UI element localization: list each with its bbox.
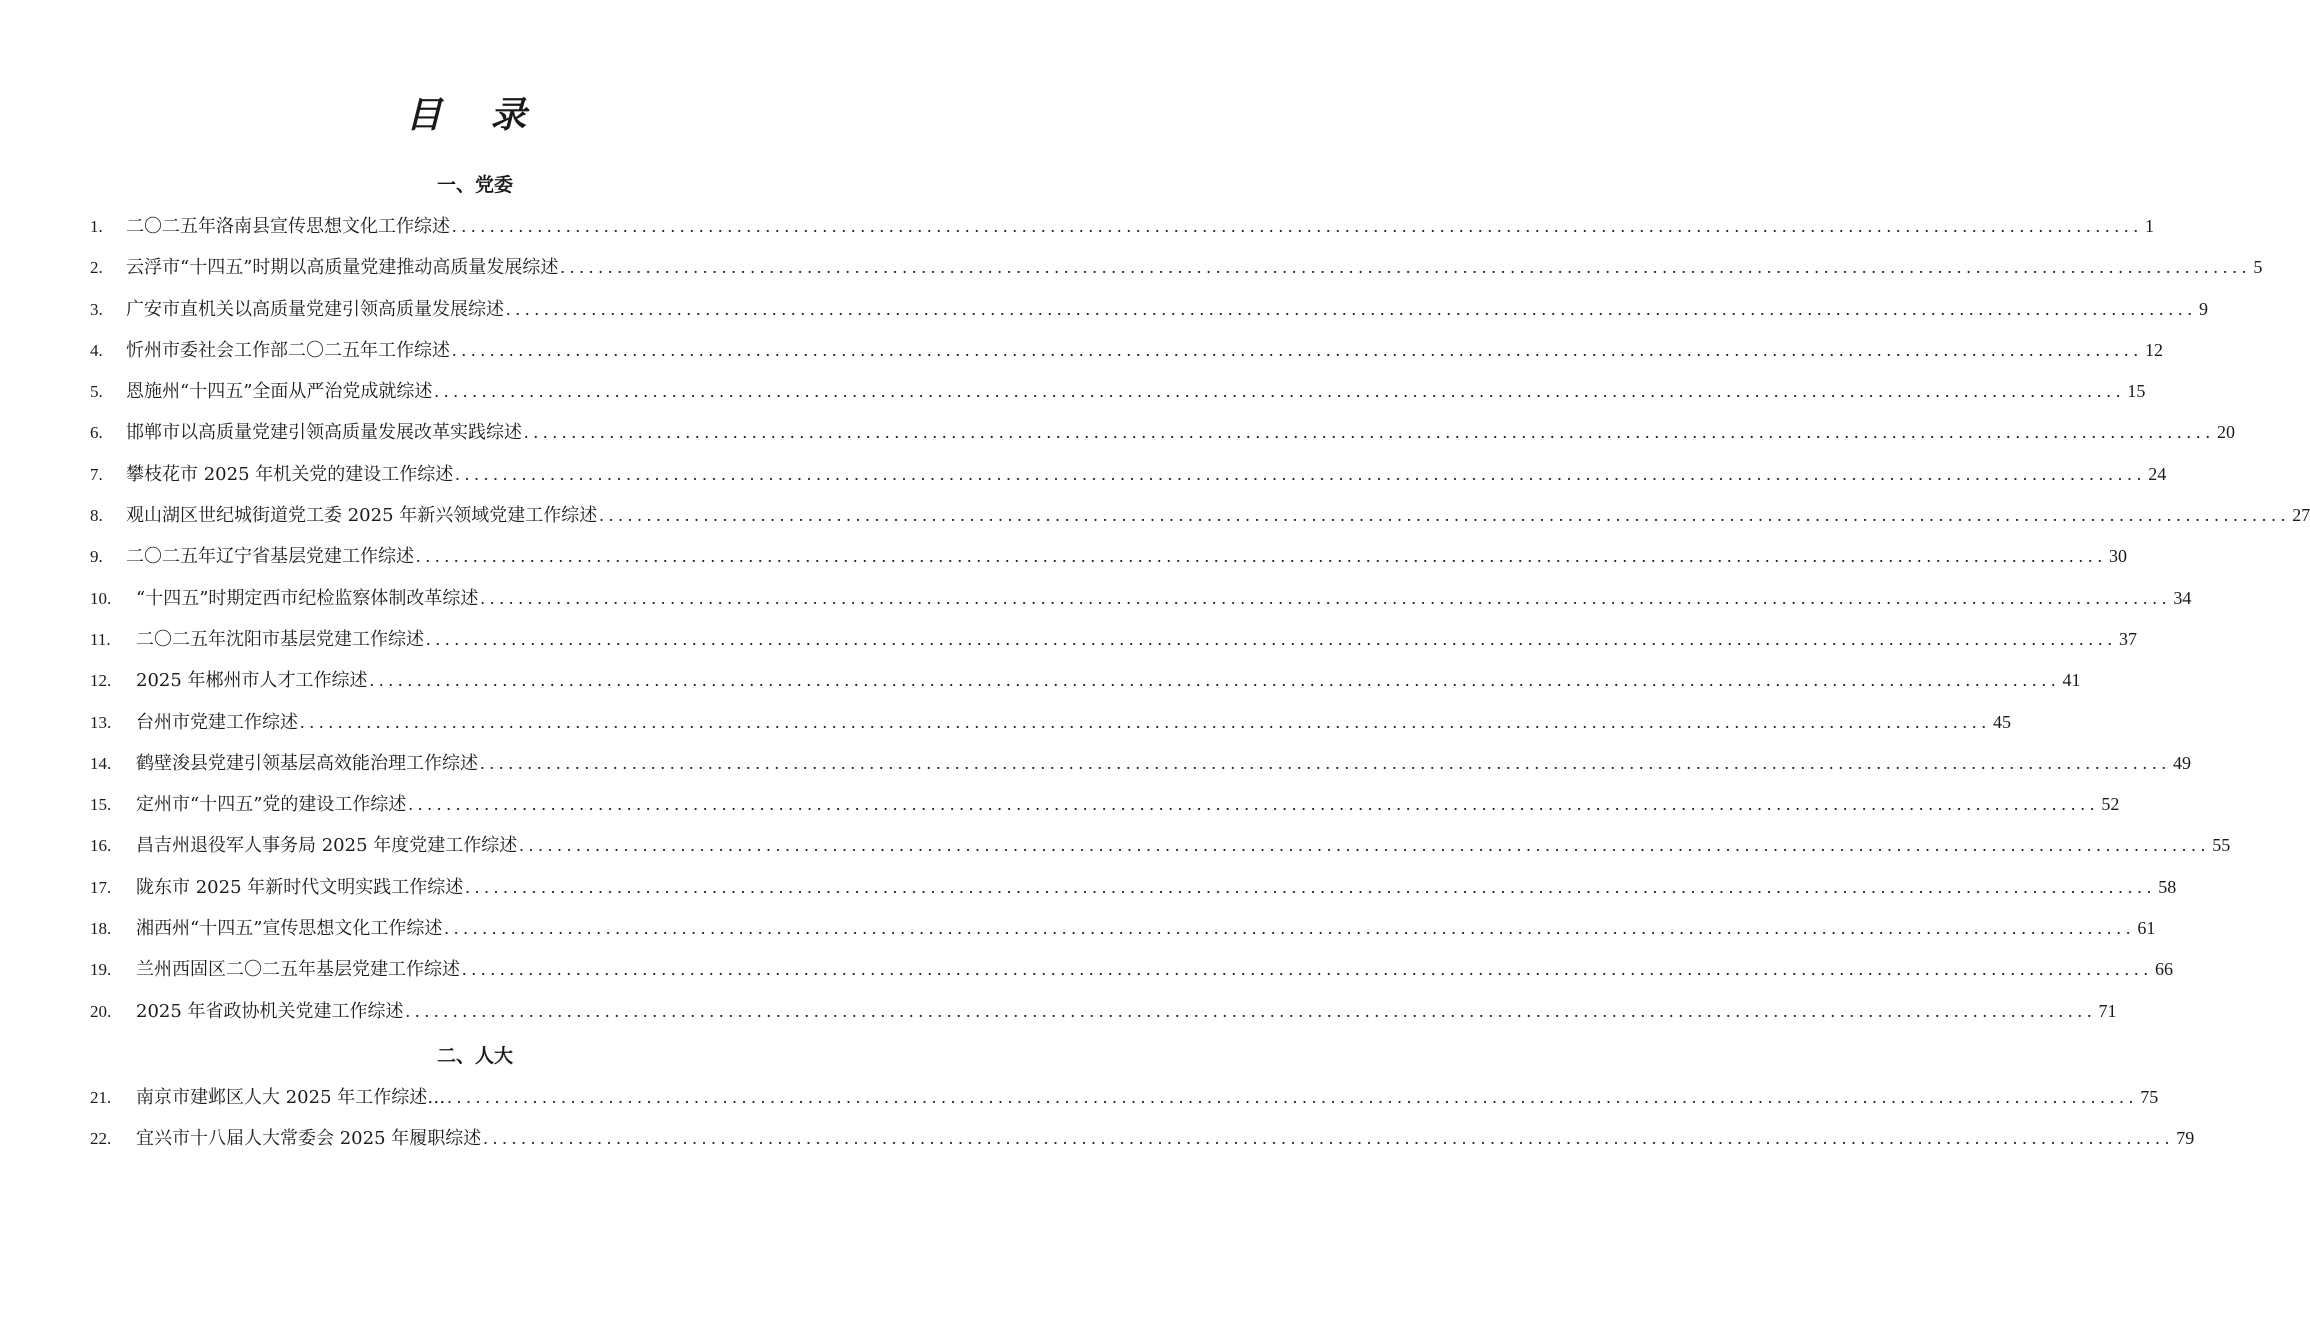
toc-entry-title: 忻州市委社会工作部二〇二五年工作综述 <box>126 339 450 361</box>
toc-dot-leader <box>599 495 2290 536</box>
toc-dot-leader <box>370 660 2061 701</box>
toc-entry-title: 定州市“十四五”党的建设工作综述 <box>136 794 407 816</box>
toc-dot-leader <box>455 454 2146 495</box>
toc-entry-title: 广安市直机关以高质量党建引领高质量发展综述 <box>126 298 504 320</box>
toc-entry-title: 攀枝花市 2025 年机关党的建设工作综述 <box>126 463 454 485</box>
page-title: 目 录 <box>405 94 545 136</box>
toc-entry[interactable] <box>90 908 2156 949</box>
toc-entry-number: 6. <box>90 423 103 443</box>
toc-dot-leader <box>480 743 2171 784</box>
toc-entry[interactable] <box>90 660 2081 701</box>
toc-entry[interactable] <box>90 991 2117 1032</box>
toc-entry-page-number: 37 <box>2119 628 2137 649</box>
toc-entry-title: 昌吉州退役军人事务局 2025 年度党建工作综述 <box>136 835 518 857</box>
toc-entry-number: 18. <box>90 919 112 939</box>
toc-entry[interactable] <box>90 784 2120 825</box>
toc-entry-number: 7. <box>90 464 103 484</box>
toc-entry-title: 湘西州“十四五”宣传思想文化工作综述 <box>136 918 443 940</box>
toc-dot-leader <box>434 371 2125 412</box>
toc-entry-number: 13. <box>90 712 112 732</box>
toc-entry[interactable] <box>90 536 2127 577</box>
toc-dot-leader <box>519 825 2210 866</box>
toc-entry-page-number: 55 <box>2212 835 2231 856</box>
toc-entry-number: 11. <box>90 629 111 649</box>
toc-entry[interactable] <box>90 867 2177 908</box>
toc-entry-number: 21. <box>90 1088 112 1107</box>
toc-entry-page-number: 45 <box>1993 711 2011 732</box>
toc-entry-number: 8. <box>90 506 103 526</box>
toc-entry-title: 陇东市 2025 年新时代文明实践工作综述 <box>136 876 464 898</box>
toc-entry-title: 兰州西固区二〇二五年基层党建工作综述 <box>136 959 460 981</box>
toc-entry-number: 15. <box>90 795 112 815</box>
toc-entry[interactable] <box>90 619 2137 660</box>
toc-dot-leader <box>416 536 2107 577</box>
toc-entry[interactable] <box>90 247 2263 288</box>
toc-entry-title: “十四五”时期定西市纪检监察体制改革综述 <box>136 587 479 609</box>
toc-entry-number: 22. <box>90 1129 112 1149</box>
toc-entry[interactable] <box>90 825 2231 866</box>
toc-entry[interactable] <box>90 412 2235 453</box>
toc-entry[interactable] <box>90 949 2173 990</box>
toc-dot-leader <box>483 1118 2174 1159</box>
toc-entry-page-number: 27 <box>2292 505 2310 526</box>
toc-entry-title: 南京市建邺区人大 2025 年工作综述… <box>136 1087 446 1108</box>
toc-entry-page-number: 49 <box>2173 752 2191 773</box>
toc-dot-leader <box>452 206 2143 247</box>
toc-entry-number: 16. <box>90 836 112 856</box>
toc-entry[interactable] <box>90 454 2167 495</box>
toc-dot-leader <box>426 619 2117 660</box>
toc-entry-page-number: 1 <box>2145 216 2154 236</box>
toc-entry-title: 观山湖区世纪城街道党工委 2025 年新兴领域党建工作综述 <box>126 505 598 527</box>
toc-entry-page-number: 15 <box>2127 381 2146 402</box>
toc-entry-number: 1. <box>90 217 103 236</box>
toc-entry-number: 4. <box>90 340 103 360</box>
toc-entry-page-number: 20 <box>2217 422 2235 443</box>
toc-list-npc <box>90 1077 2195 1160</box>
toc-dot-leader <box>444 908 2135 949</box>
toc-entry-number: 17. <box>90 877 112 897</box>
toc-entry-number: 9. <box>90 547 103 567</box>
toc-entry-page-number: 9 <box>2199 298 2208 319</box>
toc-entry[interactable] <box>90 578 2192 619</box>
toc-entry[interactable] <box>90 371 2146 412</box>
toc-entry-title: 云浮市“十四五”时期以高质量党建推动高质量发展综述 <box>126 257 559 279</box>
toc-dot-leader <box>406 991 2097 1032</box>
toc-entry-page-number: 5 <box>2253 257 2263 278</box>
toc-entry-title: 二〇二五年辽宁省基层党建工作综述 <box>126 546 414 568</box>
toc-dot-leader <box>465 867 2156 908</box>
toc-entry[interactable] <box>90 495 2310 536</box>
toc-dot-leader <box>447 1077 2138 1118</box>
toc-entry-page-number: 66 <box>2155 959 2173 980</box>
toc-entry-number: 19. <box>90 960 112 980</box>
toc-entry-page-number: 24 <box>2148 463 2167 484</box>
toc-entry-page-number: 30 <box>2109 546 2127 567</box>
toc-entry-page-number: 12 <box>2145 339 2163 360</box>
toc-entry-page-number: 41 <box>2062 670 2081 691</box>
toc-entry-title: 二〇二五年沈阳市基层党建工作综述 <box>136 628 424 650</box>
toc-entry-number: 5. <box>90 382 103 402</box>
toc-dot-leader <box>300 702 1991 743</box>
toc-entry-title: 恩施州“十四五”全面从严治党成就综述 <box>126 381 433 403</box>
toc-entry[interactable] <box>90 1118 2195 1159</box>
toc-entry-page-number: 79 <box>2176 1128 2195 1149</box>
toc-entry-page-number: 58 <box>2158 876 2177 897</box>
toc-entry-title: 2025 年省政协机关党建工作综述 <box>136 1000 404 1022</box>
toc-entry-number: 12. <box>90 671 112 691</box>
section-heading-party-committee: 一、党委 <box>436 174 513 196</box>
toc-entry-page-number: 75 <box>2140 1087 2159 1107</box>
toc-entry-number: 20. <box>90 1001 112 1021</box>
toc-entry[interactable] <box>90 289 2208 330</box>
toc-entry[interactable] <box>90 702 2011 743</box>
toc-entry-number: 14. <box>90 753 112 773</box>
toc-entry-title: 鹤壁浚县党建引领基层高效能治理工作综述 <box>136 752 478 774</box>
toc-entry-page-number: 61 <box>2137 918 2156 939</box>
toc-entry-title: 2025 年郴州市人才工作综述 <box>136 670 368 692</box>
toc-dot-leader <box>408 784 2099 825</box>
toc-entry-title: 台州市党建工作综述 <box>136 711 298 733</box>
section-heading-npc: 二、人大 <box>436 1045 513 1067</box>
toc-entry-title: 邯郸市以高质量党建引领高质量发展改革实践综述 <box>126 422 522 444</box>
toc-dot-leader <box>560 247 2251 288</box>
toc-entry-title: 宜兴市十八届人大常委会 2025 年履职综述 <box>136 1128 482 1150</box>
toc-entry[interactable] <box>90 1077 2159 1118</box>
toc-entry-page-number: 71 <box>2098 1000 2117 1021</box>
toc-entry-page-number: 34 <box>2173 587 2192 608</box>
toc-entry-page-number: 52 <box>2101 794 2120 815</box>
toc-entry-title: 二〇二五年洛南县宣传思想文化工作综述 <box>126 216 450 237</box>
toc-entry[interactable] <box>90 330 2163 371</box>
toc-entry[interactable] <box>90 206 2154 247</box>
toc-entry-number: 3. <box>90 299 103 319</box>
toc-dot-leader <box>462 949 2153 990</box>
toc-entry[interactable] <box>90 743 2191 784</box>
toc-dot-leader <box>480 578 2171 619</box>
toc-dot-leader <box>524 412 2215 453</box>
toc-entry-number: 2. <box>90 258 103 278</box>
toc-list-party-committee <box>90 206 2310 1032</box>
toc-entry-number: 10. <box>90 588 112 608</box>
toc-dot-leader <box>452 330 2143 371</box>
toc-dot-leader <box>506 289 2197 330</box>
